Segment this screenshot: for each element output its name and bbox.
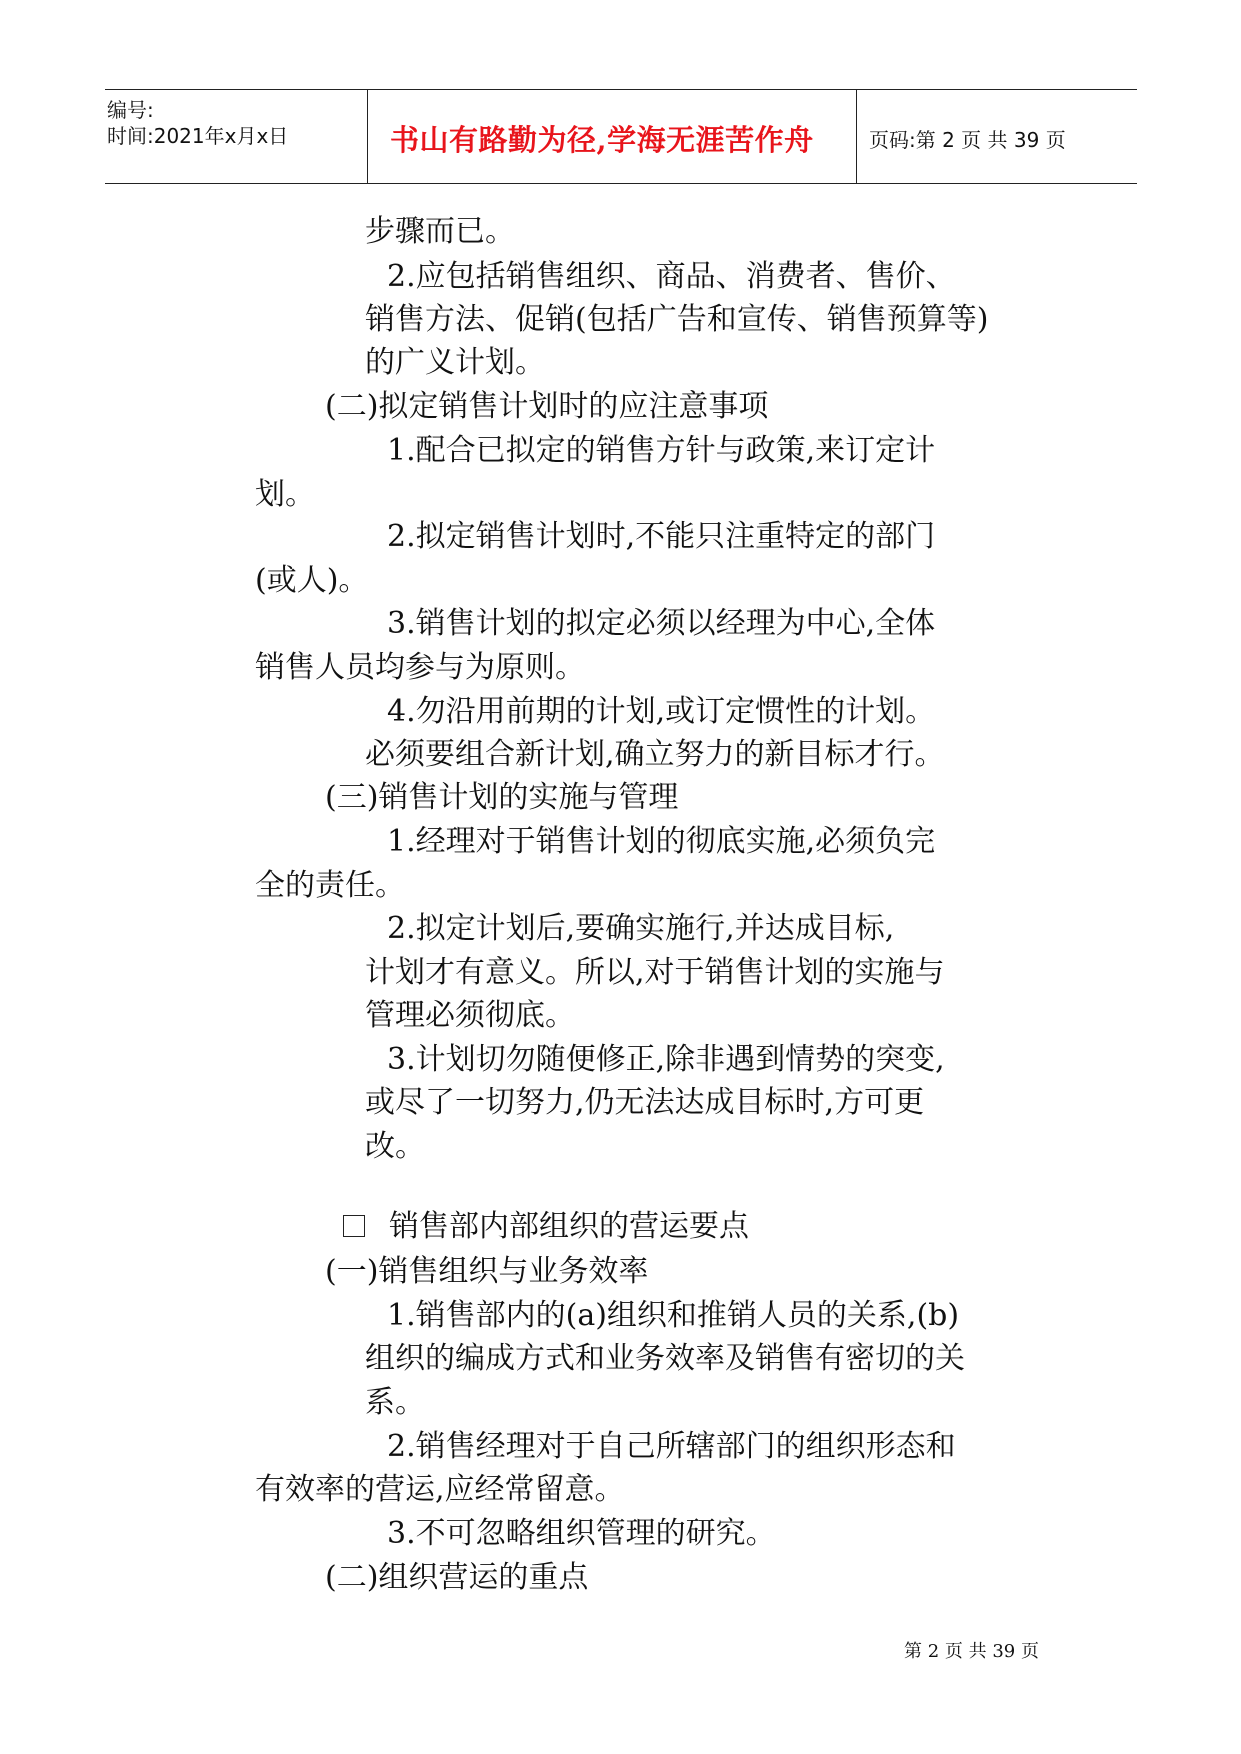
text-line: 3.不可忽略组织管理的研究。 bbox=[387, 1516, 776, 1551]
text-line: 3.销售计划的拟定必须以经理为中心,全体 bbox=[387, 606, 936, 641]
text-line: 划。 bbox=[255, 477, 315, 512]
checkbox-square-icon bbox=[343, 1215, 365, 1237]
text-line: 步骤而已。 bbox=[365, 214, 515, 249]
header-page-cell bbox=[857, 90, 1137, 183]
text-line: 3.计划切勿随便修正,除非遇到情势的突变, bbox=[387, 1042, 945, 1077]
section-heading: (一)销售组织与业务效率 bbox=[325, 1254, 649, 1289]
text-line: 销售人员均参与为原则。 bbox=[255, 650, 585, 685]
text-line: 组织的编成方式和业务效率及销售有密切的关 bbox=[365, 1341, 965, 1376]
time-label: 时间:2021年x月x日 bbox=[107, 124, 289, 148]
section-heading: (二)拟定销售计划时的应注意事项 bbox=[325, 389, 769, 424]
text-line: 2.拟定计划后,要确实施行,并达成目标, bbox=[387, 911, 895, 946]
text-line: 系。 bbox=[365, 1385, 425, 1420]
text-line: 改。 bbox=[365, 1129, 425, 1164]
page-footer: 第 2 页 共 39 页 bbox=[904, 1641, 1039, 1662]
text-line: 1.销售部内的(a)组织和推销人员的关系,(b) bbox=[387, 1298, 960, 1333]
text-line: 必须要组合新计划,确立努力的新目标才行。 bbox=[365, 737, 945, 772]
text-line: 管理必须彻底。 bbox=[365, 998, 575, 1033]
text-line: 的广义计划。 bbox=[365, 345, 545, 380]
text-line: 计划才有意义。所以,对于销售计划的实施与 bbox=[365, 955, 945, 990]
text-line: 销售方法、促销(包括广告和宣传、销售预算等) bbox=[365, 302, 989, 337]
page-header bbox=[105, 89, 1137, 184]
text-line: 1.配合已拟定的销售方针与政策,来订定计 bbox=[387, 433, 936, 468]
text-line: (或人)。 bbox=[255, 563, 369, 598]
header-meta-cell bbox=[105, 90, 367, 183]
text-line: 2.应包括销售组织、商品、消费者、售价、 bbox=[387, 259, 956, 294]
text-line: 全的责任。 bbox=[255, 868, 405, 903]
text-line: 有效率的营运,应经常留意。 bbox=[255, 1472, 625, 1507]
text-line: 4.勿沿用前期的计划,或订定惯性的计划。 bbox=[387, 694, 936, 729]
serial-label: 编号: bbox=[107, 98, 154, 122]
chapter-heading bbox=[343, 1209, 749, 1244]
text-line: 2.拟定销售计划时,不能只注重特定的部门 bbox=[387, 519, 936, 554]
section-heading: (三)销售计划的实施与管理 bbox=[325, 780, 679, 815]
section-heading: (二)组织营运的重点 bbox=[325, 1560, 589, 1595]
header-page-label: 页码:第 2 页 共 39 页 bbox=[869, 128, 1066, 152]
text-line: 2.销售经理对于自己所辖部门的组织形态和 bbox=[387, 1429, 956, 1464]
chapter-heading-text: 销售部内部组织的营运要点 bbox=[389, 1209, 749, 1244]
text-line: 或尽了一切努力,仍无法达成目标时,方可更 bbox=[365, 1085, 925, 1120]
text-line: 1.经理对于销售计划的彻底实施,必须负完 bbox=[387, 824, 936, 859]
motto-text: 书山有路勤为径,学海无涯苦作舟 bbox=[390, 123, 814, 157]
header-motto-cell bbox=[367, 90, 857, 183]
